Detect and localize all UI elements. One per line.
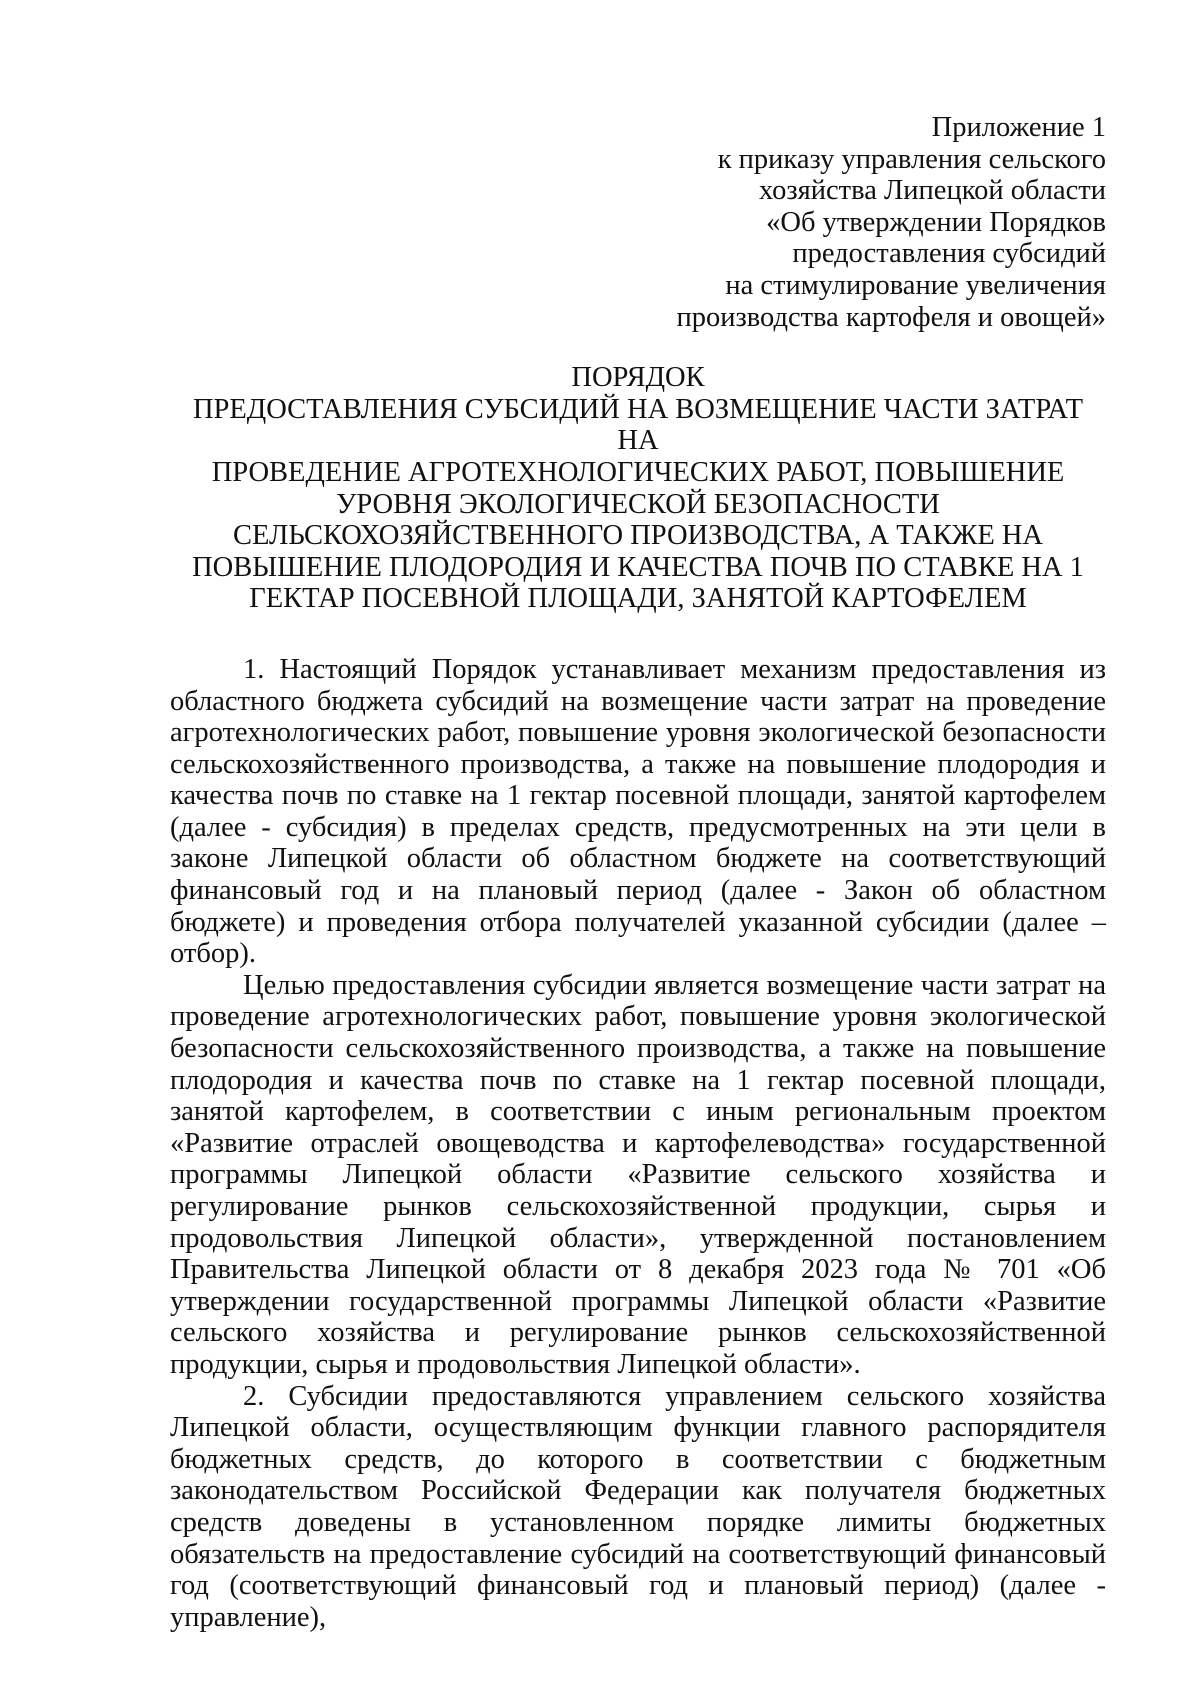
title-line: ПРЕДОСТАВЛЕНИЯ СУБСИДИЙ НА ВОЗМЕЩЕНИЕ ЧАСТИ ЗАТРАТ НА: [192, 393, 1084, 457]
paragraph-2: 2. Субсидии предоставляются управлением сельского хозяйства Липецкой области, осуществляющим функции главного распорядителя бюджетных средств, до которого в соответствии с бюджетным законодательством Российской Федерации как получателя бюджетных средств доведены в установленном порядке лимиты бюджетных обязательств на предоставление субсидий на соответствующий финансовый год (соответствующий финансовый год и плановый период) (далее - управление),: [170, 1380, 1106, 1633]
paragraph-1: 1. Настоящий Порядок устанавливает механизм предоставления из областного бюджета субсидий на возмещение части затрат на проведение агротехнологических работ, повышение уровня экологической безопасности сельскохозяйственного производства, а также на повышение плодородия и качества почв по ставке на 1 гектар посевной площади, занятой картофелем (далее - субсидия) в пределах средств, предусмотренных на эти цели в законе Липецкой области об областном бюджете на соответствующий финансовый год и на плановый период (далее - Закон об областном бюджете) и проведения отбора получателей указанной субсидии (далее – отбор).: [170, 653, 1106, 970]
appendix-line: Приложение 1: [931, 112, 1106, 143]
appendix-line: к приказу управления сельского: [717, 143, 1106, 175]
title-line: ПРОВЕДЕНИЕ АГРОТЕХНОЛОГИЧЕСКИХ РАБОТ, ПОВЫШЕНИЕ: [211, 456, 1065, 488]
paragraph-purpose: Целью предоставления субсидии является возмещение части затрат на проведение агротехнологических работ, повышение уровня экологической безопасности сельскохозяйственного производства, а также на повышение плодородия и качества почв по ставке на 1 гектар посевной площади, занятой картофелем, в соответствии с иным региональным проектом «Развитие отраслей овощеводства и картофелеводства» государственной программы Липецкой области «Развитие сельского хозяйства и регулирование рынков сельскохозяйственной продукции, сырья и продовольствия Липецкой области», утвержденной постановлением Правительства Липецкой области от 8 декабря 2023 года № 701 «Об утверждении государственной программы Липецкой области «Развитие сельского хозяйства и регулирование рынков сельскохозяйственной продукции, сырья и продовольствия Липецкой области».: [170, 969, 1106, 1380]
appendix-line: производства картофеля и овощей»: [676, 301, 1106, 333]
title-line: ГЕКТАР ПОСЕВНОЙ ПЛОЩАДИ, ЗАНЯТОЙ КАРТОФЕЛЕМ: [249, 583, 1027, 615]
document-page: [170, 112, 1106, 1633]
title-line: ПОРЯДОК: [571, 362, 705, 394]
title-line: СЕЛЬСКОХОЗЯЙСТВЕННОГО ПРОИЗВОДСТВА, А ТАКЖЕ НА: [232, 520, 1044, 552]
title-line: УРОВНЯ ЭКОЛОГИЧЕСКОЙ БЕЗОПАСНОСТИ: [336, 488, 940, 520]
appendix-line: на стимулирование увеличения: [725, 269, 1106, 301]
appendix-line: «Об утверждении Порядков: [766, 206, 1106, 238]
document-body: [170, 654, 1106, 1633]
appendix-line: предоставления субсидий: [792, 238, 1106, 270]
document-title: [170, 362, 1106, 615]
appendix-line: хозяйства Липецкой области: [758, 175, 1106, 207]
title-line: ПОВЫШЕНИЕ ПЛОДОРОДИЯ И КАЧЕСТВА ПОЧВ ПО СТАВКЕ НА 1: [192, 551, 1084, 583]
appendix-header: [170, 112, 1106, 333]
